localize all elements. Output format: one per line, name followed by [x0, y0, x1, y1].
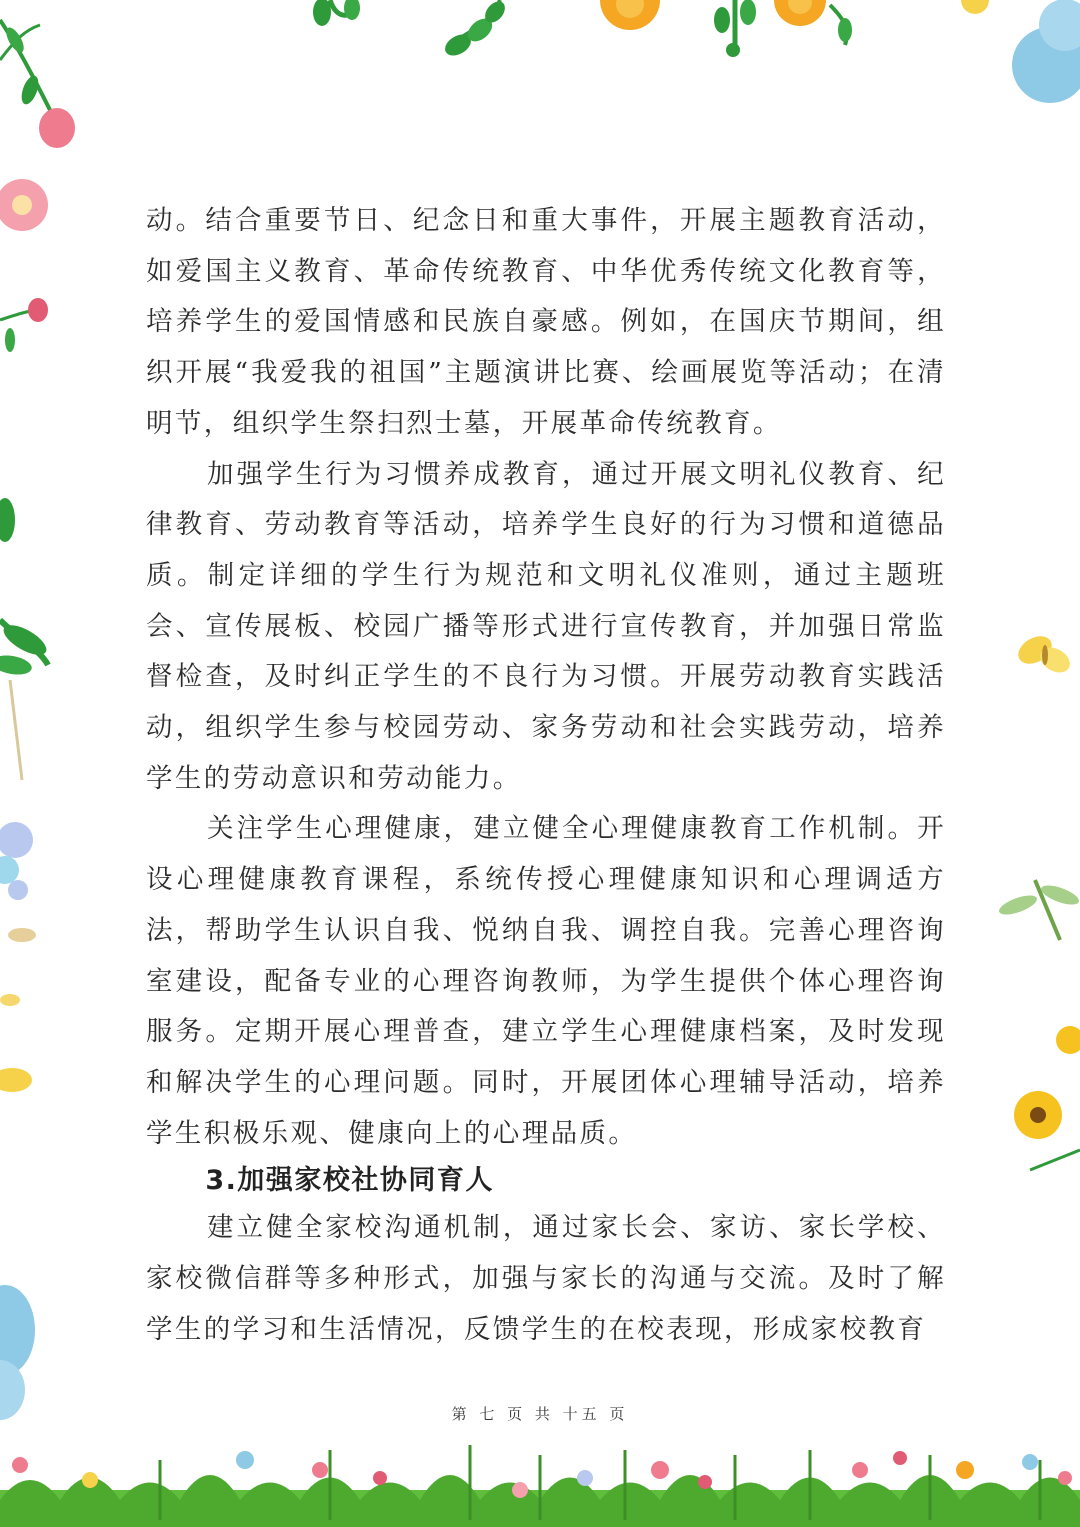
- paragraph-home-school: 建立健全家校沟通机制，通过家长会、家访、家长学校、家校微信群等多种形式，加强与家长的沟通与交流。及时了解学生的学习和生活情况，反馈学生的在校表现，形成家校教育: [146, 1212, 946, 1345]
- butterfly-right: [1013, 631, 1074, 678]
- flower-border-left: [0, 20, 75, 1420]
- section-heading: 3.加强家校社协同育人: [205, 1165, 494, 1197]
- paragraph-mental-health: 关注学生心理健康，建立健全心理健康教育工作机制。开设心理健康教育课程，系统传授心理健康知识和心理调适方法，帮助学生认识自我、悦纳自我、调控自我。完善心理咨询室建设，配备专业的心理咨询教师，为学生提供个体心理咨询服务。定期开展心理普查，建立学生心理健康档案，及时发现和解决学生的心理问题。同时，开展团体心理辅导活动，培养学生积极乐观、健康向上的心理品质。: [146, 813, 946, 1149]
- grass-flower-border-bottom: [0, 1445, 1080, 1527]
- sunflower-right: [1014, 1026, 1080, 1170]
- paragraph-behavior-habits: 加强学生行为习惯养成教育，通过开展文明礼仪教育、纪律教育、劳动教育等活动，培养学生良好的行为习惯和道德品质。制定详细的学生行为规范和文明礼仪准则，通过主题班会、宣传展板、校园广播等形式进行宣传教育，并加强日常监督检查，及时纠正学生的不良行为习惯。开展劳动教育实践活动，组织学生参与校园劳动、家务劳动和社会实践劳动，培养学生的劳动意识和劳动能力。: [146, 458, 946, 794]
- page-number: 第 七 页 共 十五 页: [451, 1405, 629, 1423]
- document-body: [146, 196, 946, 1355]
- dragonfly-right: [997, 880, 1080, 940]
- paragraph-theme-education: 动。结合重要节日、纪念日和重大事件，开展主题教育活动，如爱国主义教育、革命传统教育、中华优秀传统文化教育等，培养学生的爱国情感和民族自豪感。例如，在国庆节期间，组织开展“我爱我的祖国”主题演讲比赛、绘画展览等活动；在清明节，组织学生祭扫烈士墓，开展革命传统教育。: [146, 205, 946, 439]
- flower-border-top: [313, 0, 1080, 103]
